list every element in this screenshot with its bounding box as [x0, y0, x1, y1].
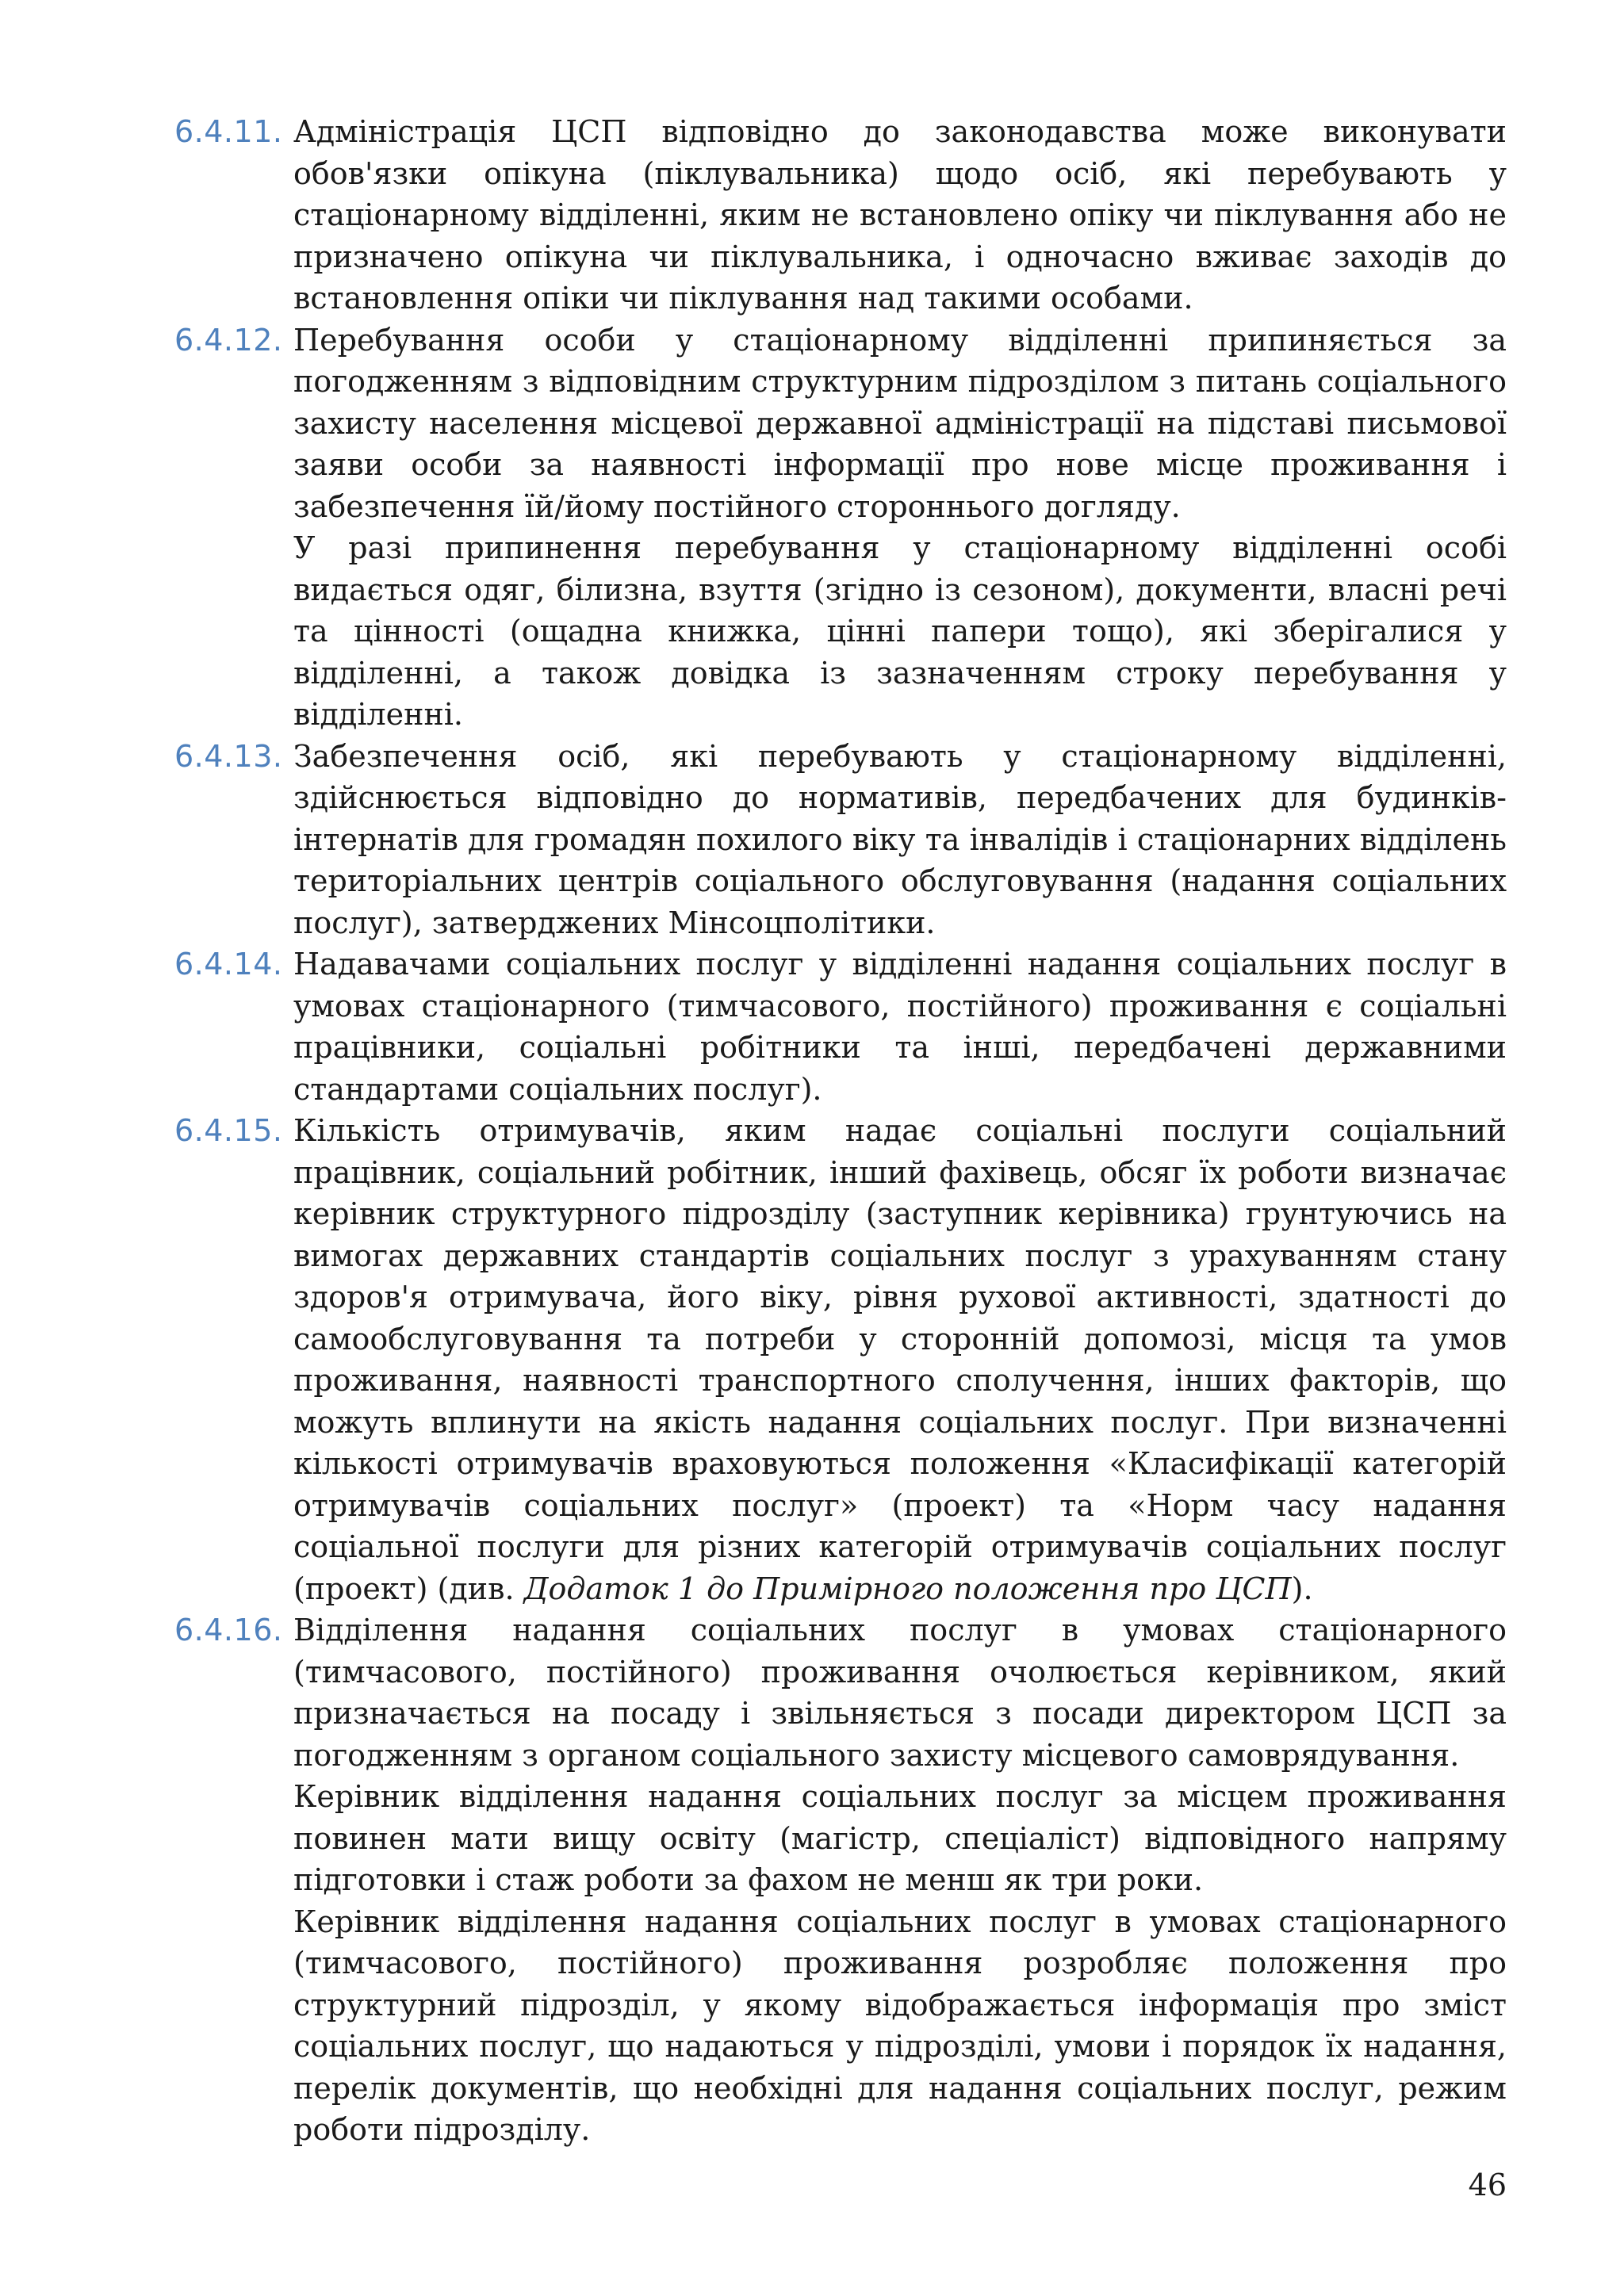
clause-number: 6.4.14.: [174, 947, 283, 982]
clause-paragraph: Забезпечення осіб, які перебувають у стаціонарному відділенні, здійснюється відповідно до нормативів, передбачених для будинків-інтернатів для громадян похилого віку та інвалідів і стаціонарних відділень територіальних центрів соціального обслуговування (надання соціальних послуг), затверджених Мінсоцполітики.: [293, 738, 1507, 940]
clause-paragraph: [293, 1110, 1507, 1609]
clause-6-4-15: [174, 1110, 1507, 1609]
clause-6-4-12: [174, 320, 1507, 736]
page-number: 46: [1468, 2168, 1507, 2202]
clause-paragraph: Перебування особи у стаціонарному відділенні припиняється за погодженням з відповідним структурним підрозділом з питань соціального захисту населення місцевої державної адміністрації на підставі письмової заяви особи за наявності інформації про нове місце проживання і забезпечення їй/йому постійного стороннього догляду.: [293, 322, 1507, 524]
clause-6-4-11: [174, 111, 1507, 320]
appendix-reference: Додаток 1 до Примірного положення про ЦСП: [523, 1571, 1292, 1606]
clause-paragraph: Надавачами соціальних послуг у відділенні надання соціальних послуг в умовах стаціонарного (тимчасового, постійного) проживання є соціальні працівники, соціальні робітники та інші, передбачені державними стандартами соціальних послуг).: [293, 947, 1507, 1107]
clause-paragraph: У разі припинення перебування у стаціонарному відділенні особі видається одяг, білизна, взуття (згідно із сезоном), документи, власні речі та цінності (ощадна книжка, цінні папери тощо), які зберігалися у відділенні, а також довідка із зазначенням строку перебування у відділенні.: [293, 530, 1507, 732]
clause-paragraph: Відділення надання соціальних послуг в умовах стаціонарного (тимчасового, постійного) проживання очолюється керівником, який призначається на посаду і звільняється з посади директором ЦСП за погодженням з органом соціального захисту місцевого самоврядування.: [293, 1613, 1507, 1773]
clause-number: 6.4.12.: [174, 322, 283, 358]
clause-number: 6.4.11.: [174, 114, 283, 149]
clause-number: 6.4.15.: [174, 1113, 283, 1148]
clause-6-4-13: [174, 736, 1507, 944]
clause-paragraph: Керівник відділення надання соціальних послуг за місцем проживання повинен мати вищу освіту (магістр, спеціаліст) відповідного напряму підготовки і стаж роботи за фахом не менш як три роки.: [293, 1779, 1507, 1897]
clause-number: 6.4.16.: [174, 1613, 283, 1647]
clause-text-end: ).: [1291, 1571, 1313, 1606]
clause-6-4-14: [174, 943, 1507, 1110]
clause-paragraph: Адміністрація ЦСП відповідно до законодавства може виконувати обов'язки опікуна (піклувальника) щодо осіб, які перебувають у стаціонарному відділенні, яким не встановлено опіку чи піклування або не призначено опікуна чи піклувальника, і одночасно вживає заходів до встановлення опіки чи піклування над такими особами.: [293, 114, 1507, 316]
clause-6-4-16: [174, 1609, 1507, 2151]
document-body: [174, 111, 1507, 2151]
clause-text: Кількість отримувачів, яким надає соціальні послуги соціальний працівник, соціальний робітник, інший фахівець, обсяг їх роботи визначає керівник структурного підрозділу (заступник керівника) грунтуючись на вимогах державних стандартів соціальних послуг з урахуванням стану здоров'я отримувача, його віку, рівня рухової активності, здатності до самообслуговування та потреби у сторонній допомозі, місця та умов проживання, наявності транспортного сполучення, інших факторів, що можуть вплинути на якість надання соціальних послуг. При визначенні кількості отримувачів враховуються положення «Класифікації категорій отримувачів соціальних послуг» (проект) та «Норм часу надання соціальної послуги для різних категорій отримувачів соціальних послуг (проект) (див.: [293, 1113, 1507, 1606]
clause-paragraph: Керівник відділення надання соціальних послуг в умовах стаціонарного (тимчасового, постійного) проживання розробляє положення про структурний підрозділ, у якому відображається інформація про зміст соціальних послуг, що надаються у підрозділі, умови і порядок їх надання, перелік документів, що необхідні для надання соціальних послуг, режим роботи підрозділу.: [293, 1904, 1507, 2147]
clause-number: 6.4.13.: [174, 738, 283, 774]
